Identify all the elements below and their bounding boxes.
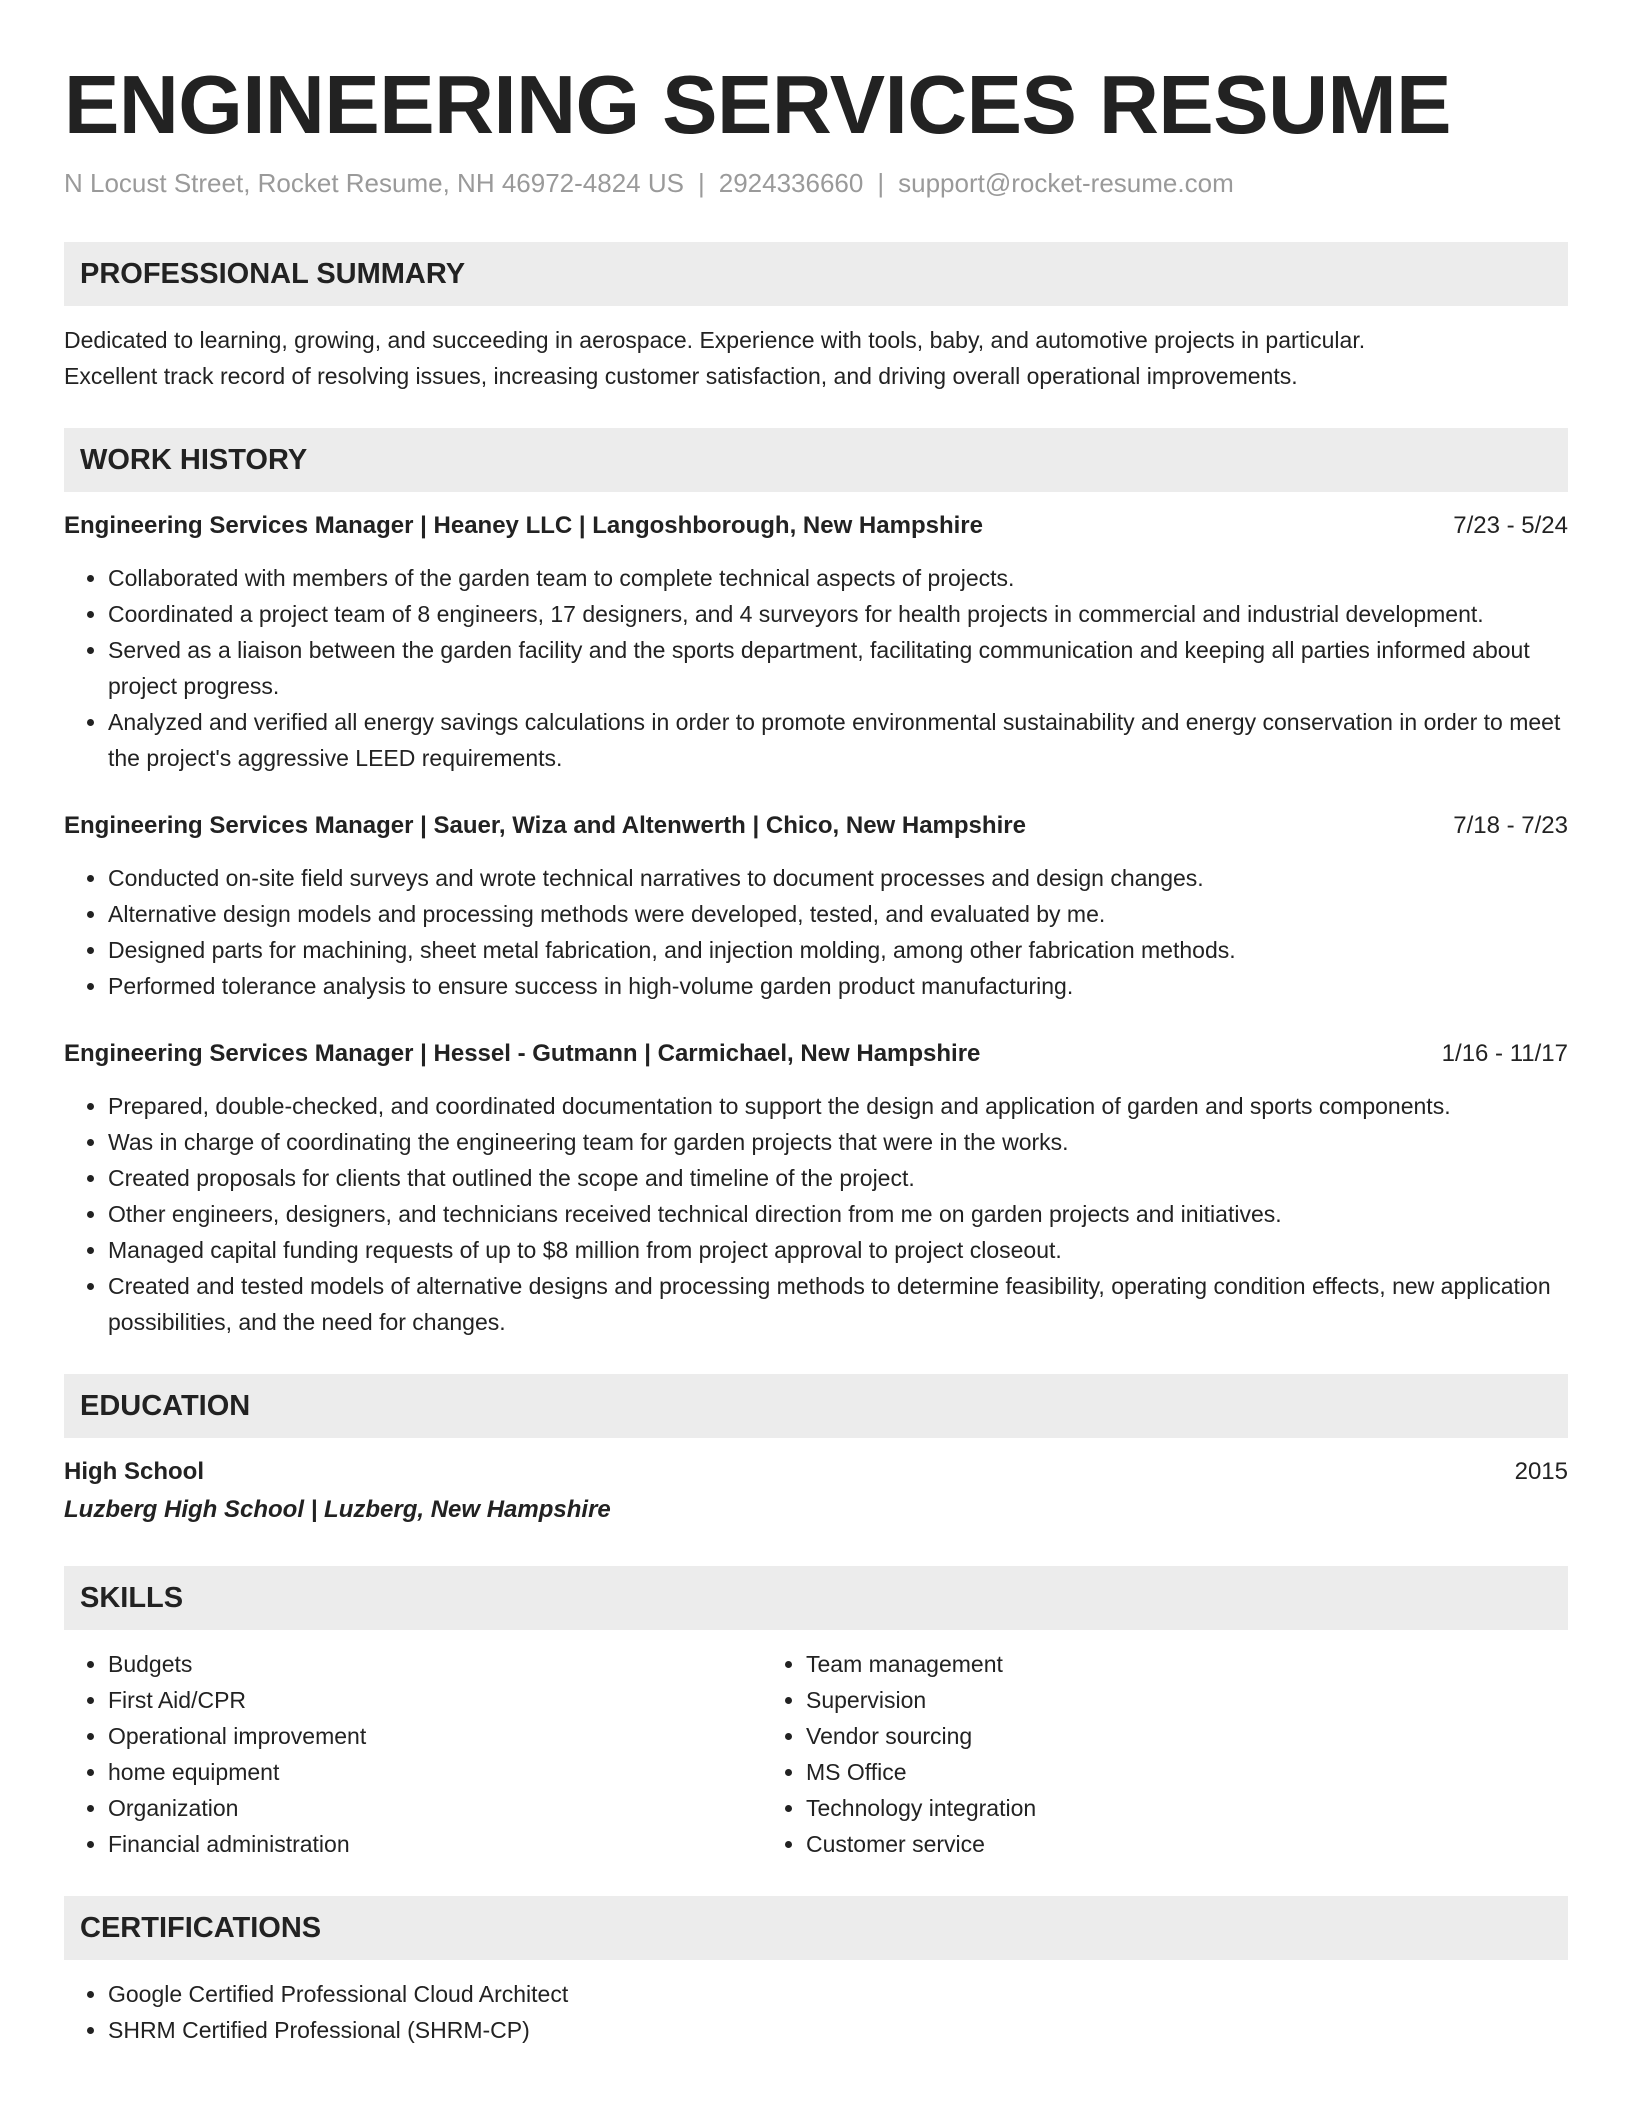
job-entry — [64, 508, 1568, 776]
list-item: • Team management — [806, 1646, 1568, 1682]
list-item: • Analyzed and verified all energy savings calculations in order to promote environmental sustainability and energy conservation in order to meet the project's aggressive LEED requirements. — [108, 704, 1568, 776]
job-entry — [64, 808, 1568, 1004]
list-item: • Served as a liaison between the garden facility and the sports department, facilitating communication and keeping all parties informed about project progress. — [108, 632, 1568, 704]
certifications-section — [64, 1896, 1568, 2048]
education-school: Luzberg High School | Luzberg, New Hampshire — [64, 1496, 611, 1523]
job-title: Engineering Services Manager | Sauer, Wiza and Altenwerth | Chico, New Hampshire — [64, 812, 1026, 839]
contact-line — [64, 165, 1568, 201]
list-item: • Alternative design models and processing methods were developed, tested, and evaluated by me. — [108, 896, 1568, 932]
resume-title: ENGINEERING SERVICES RESUME — [64, 58, 1452, 151]
list-item: • Was in charge of coordinating the engineering team for garden projects that were in the works. — [108, 1124, 1568, 1160]
job-entry — [64, 1036, 1568, 1340]
job-heading-row — [64, 808, 1568, 844]
job-dates: 7/18 - 7/23 — [1453, 812, 1568, 839]
summary-line: Excellent track record of resolving issues, increasing customer satisfaction, and driving overall operational improvements. — [64, 363, 1298, 389]
list-item: • Customer service — [806, 1826, 1568, 1862]
contact-separator: | — [697, 168, 705, 198]
list-item: • Prepared, double-checked, and coordinated documentation to support the design and application of garden and sports components. — [108, 1088, 1568, 1124]
list-item: • Financial administration — [108, 1826, 762, 1862]
list-item: • Conducted on-site field surveys and wrote technical narratives to document processes and design changes. — [108, 860, 1568, 896]
education-year: 2015 — [1514, 1458, 1568, 1485]
list-item: • Other engineers, designers, and technicians received technical direction from me on garden projects and initiatives. — [108, 1196, 1568, 1232]
contact-address: N Locust Street, Rocket Resume, NH 46972-4824 US — [64, 168, 684, 198]
job-title: Engineering Services Manager | Hessel - Gutmann | Carmichael, New Hampshire — [64, 1040, 981, 1067]
skills-right-column — [762, 1646, 1568, 1862]
summary-section — [64, 242, 1568, 394]
list-item: • home equipment — [108, 1754, 762, 1790]
education-heading-row — [64, 1454, 1568, 1490]
list-item: • Created and tested models of alternative designs and processing methods to determine feasibility, operating condition effects, new application possibilities, and the need for changes. — [108, 1268, 1568, 1340]
skills-header: SKILLS — [64, 1566, 1568, 1630]
education-entry — [64, 1454, 1568, 1528]
job-heading-row — [64, 508, 1568, 544]
list-item: • SHRM Certified Professional (SHRM-CP) — [108, 2012, 1568, 2048]
skills-section — [64, 1566, 1568, 1862]
summary-text — [64, 322, 1568, 394]
list-item: • First Aid/CPR — [108, 1682, 762, 1718]
contact-phone: 2924336660 — [718, 168, 864, 198]
job-dates: 1/16 - 11/17 — [1441, 1040, 1568, 1067]
work-history-header: WORK HISTORY — [64, 428, 1568, 492]
summary-header: PROFESSIONAL SUMMARY — [64, 242, 1568, 306]
certifications-header: CERTIFICATIONS — [64, 1896, 1568, 1960]
list-item: • Created proposals for clients that outlined the scope and timeline of the project. — [108, 1160, 1568, 1196]
certifications-list — [64, 1976, 1568, 2048]
list-item: • MS Office — [806, 1754, 1568, 1790]
job-dates: 7/23 - 5/24 — [1453, 512, 1568, 539]
skills-columns — [64, 1646, 1568, 1862]
list-item: • Google Certified Professional Cloud Architect — [108, 1976, 1568, 2012]
education-section — [64, 1374, 1568, 1528]
list-item: • Budgets — [108, 1646, 762, 1682]
contact-email: support@rocket-resume.com — [898, 168, 1234, 198]
contact-separator: | — [877, 168, 885, 198]
list-item: • Managed capital funding requests of up to $8 million from project approval to project closeout. — [108, 1232, 1568, 1268]
job-title: Engineering Services Manager | Heaney LLC | Langoshborough, New Hampshire — [64, 512, 983, 539]
list-item: • Technology integration — [806, 1790, 1568, 1826]
job-heading-row — [64, 1036, 1568, 1072]
education-degree: High School — [64, 1458, 204, 1485]
list-item: • Organization — [108, 1790, 762, 1826]
work-history-section — [64, 428, 1568, 1340]
job-bullets — [64, 560, 1568, 776]
skills-left-column — [64, 1646, 762, 1862]
list-item: • Supervision — [806, 1682, 1568, 1718]
education-header: EDUCATION — [64, 1374, 1568, 1438]
list-item: • Performed tolerance analysis to ensure success in high-volume garden product manufacturing. — [108, 968, 1568, 1004]
list-item: • Collaborated with members of the garden team to complete technical aspects of projects. — [108, 560, 1568, 596]
list-item: • Operational improvement — [108, 1718, 762, 1754]
summary-line: Dedicated to learning, growing, and succeeding in aerospace. Experience with tools, baby, and automotive projects in particular. — [64, 327, 1366, 353]
list-item: • Coordinated a project team of 8 engineers, 17 designers, and 4 surveyors for health projects in commercial and industrial development. — [108, 596, 1568, 632]
list-item: • Vendor sourcing — [806, 1718, 1568, 1754]
job-bullets — [64, 860, 1568, 1004]
list-item: • Designed parts for machining, sheet metal fabrication, and injection molding, among other fabrication methods. — [108, 932, 1568, 968]
job-bullets — [64, 1088, 1568, 1340]
